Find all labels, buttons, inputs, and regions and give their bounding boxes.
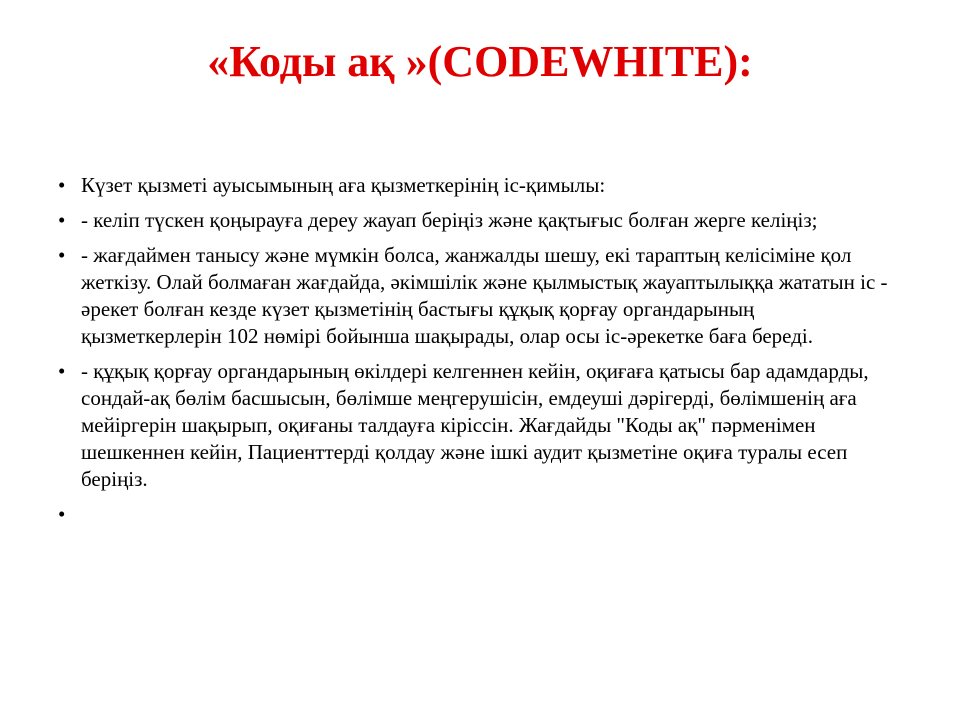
bullet-text: - келіп түскен қоңырауға дереу жауап беріңіз және қақтығыс болған жерге келіңіз; (81, 208, 818, 232)
bullet-icon: • (58, 173, 66, 197)
bullet-item (58, 358, 898, 493)
bullet-text: - құқық қорғау органдарының өкілдері келгеннен кейін, оқиғаға қатысы бар адамдарды, сондай-ақ бөлім басшысын, бөлімше меңгерушісін, емдеуші дәрігерді, бөлімшенің аға мейіргерін шақырып, оқиғаны талдауға кіріссін. Жағдайды "Коды ақ" пәрменімен шешкеннен кейін, Пациенттерді қолдау және ішкі аудит қызметіне оқиға туралы есеп беріңіз. (81, 359, 869, 491)
bullet-icon: • (58, 502, 66, 526)
bullet-icon: • (58, 208, 66, 232)
bullet-text: Күзет қызметі ауысымының аға қызметкерінің іс-қимылы: (81, 173, 606, 197)
bullet-text: - жағдаймен танысу және мүмкін болса, жанжалды шешу, екі тараптың келісіміне қол жеткізу. Олай болмаған жағдайда, әкімшілік және қылмыстық жауаптылыққа жататын іс - әрекет болған кезде күзет қызметінің бастығы құқық қорғау органдарының қызметкерлерін 102 нөмірі бойынша шақырады, олар осы іс-әрекетке баға береді. (81, 243, 888, 348)
bullet-item (58, 242, 898, 350)
bullet-icon: • (58, 243, 66, 267)
bullet-item (58, 207, 898, 234)
bullet-item (58, 501, 898, 528)
slide-title: «Коды ақ »(CODEWHITE): (207, 37, 753, 86)
bullet-text (81, 501, 898, 528)
bullet-item (58, 172, 898, 199)
bullet-icon: • (58, 359, 66, 383)
bullet-list (58, 172, 898, 536)
